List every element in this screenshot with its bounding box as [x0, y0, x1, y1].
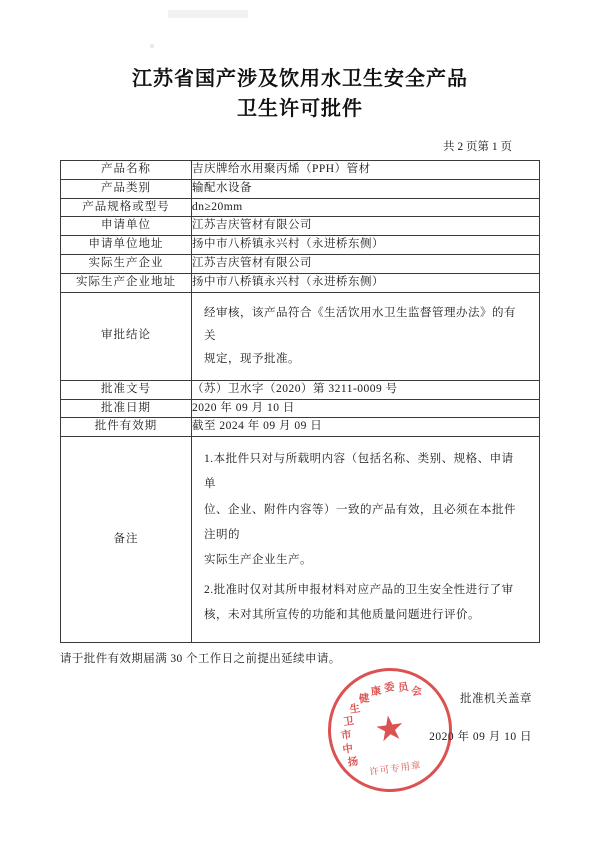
table-row: [61, 418, 540, 437]
scan-artifact-top: [168, 10, 248, 18]
row-label-applicant: 申请单位: [61, 217, 192, 236]
remarks-item-1: [204, 447, 525, 573]
document-title: [0, 0, 600, 124]
table-row-conclusion: [61, 292, 540, 380]
row-value-applicant: 江苏吉庆管材有限公司: [192, 217, 540, 236]
row-value-remarks: [192, 437, 540, 643]
remarks-1-line-2: 位、企业、附件内容等）一致的产品有效，且必须在本批件注明的: [204, 503, 516, 542]
table-row: [61, 380, 540, 399]
row-label-manufacturer-address: 实际生产企业地址: [61, 273, 192, 292]
table-row: [61, 198, 540, 217]
row-value-specification: dn≥20mm: [192, 198, 540, 217]
row-label-approval-no: 批准文号: [61, 380, 192, 399]
table-row: [61, 161, 540, 180]
row-label-manufacturer: 实际生产企业: [61, 255, 192, 274]
remarks-item-2: [204, 578, 525, 629]
table-row: [61, 179, 540, 198]
row-value-product-name: 吉庆牌给水用聚丙烯（PPH）管材: [192, 161, 540, 180]
row-value-manufacturer: 江苏吉庆管材有限公司: [192, 255, 540, 274]
row-value-approval-no: （苏）卫水字（2020）第 3211-0009 号: [192, 380, 540, 399]
table-row: [61, 255, 540, 274]
row-value-approval-date: 2020 年 09 月 10 日: [192, 399, 540, 418]
title-line-2: 卫生许可批件: [237, 98, 363, 120]
seal-star-icon: ★: [372, 709, 408, 751]
signature-date: 2020 年 09 月 10 日: [429, 731, 532, 744]
row-value-manufacturer-address: 扬中市八桥镇永兴村（永进桥东侧）: [192, 273, 540, 292]
row-label-product-name: 产品名称: [61, 161, 192, 180]
seal-caption: 批准机关盖章: [460, 693, 532, 706]
conclusion-line-1: 经审核，该产品符合《生活饮用水卫生监督管理办法》的有关: [204, 306, 516, 342]
footnote: 请于批件有效期届满 30 个工作日之前提出延续申请。: [60, 653, 341, 666]
conclusion-line-2: 规定，现予批准。: [204, 352, 300, 365]
row-value-valid-until: 截至 2024 年 09 月 09 日: [192, 418, 540, 437]
page-count: 共 2 页第 1 页: [443, 141, 512, 153]
seal-arc-text: 扬 中 市 卫 生 健 康 委 员 会: [340, 682, 423, 770]
remarks-1-line-3: 实际生产企业生产。: [204, 554, 312, 567]
scan-artifact-dot: [150, 44, 154, 48]
signature-area: [60, 666, 540, 779]
row-label-applicant-address: 申请单位地址: [61, 236, 192, 255]
table-row: [61, 236, 540, 255]
title-line-1: 江苏省国产涉及饮用水卫生安全产品: [132, 68, 468, 90]
row-label-specification: 产品规格或型号: [61, 198, 192, 217]
row-label-product-category: 产品类别: [61, 179, 192, 198]
table-row: [61, 399, 540, 418]
row-label-approval-date: 批准日期: [61, 399, 192, 418]
row-label-conclusion: 审批结论: [61, 292, 192, 380]
row-label-remarks: 备注: [61, 437, 192, 643]
row-value-conclusion: [192, 292, 540, 380]
table-row: [61, 217, 540, 236]
row-label-valid-until: 批件有效期: [61, 418, 192, 437]
seal-bottom-text: 许可专用章: [368, 761, 423, 779]
remarks-2-line-1: 2.批准时仅对其所申报材料对应产品的卫生安全性进行了审: [204, 583, 514, 596]
table-row: [61, 273, 540, 292]
certificate-table: [60, 160, 540, 643]
table-row-remarks: [61, 437, 540, 643]
remarks-2-line-2: 核，未对其所宣传的功能和其他质量问题进行评价。: [204, 608, 480, 621]
row-value-product-category: 输配水设备: [192, 179, 540, 198]
row-value-applicant-address: 扬中市八桥镇永兴村（永进桥东侧）: [192, 236, 540, 255]
remarks-1-line-1: 1.本批件只对与所载明内容（包括名称、类别、规格、申请单: [204, 453, 514, 491]
